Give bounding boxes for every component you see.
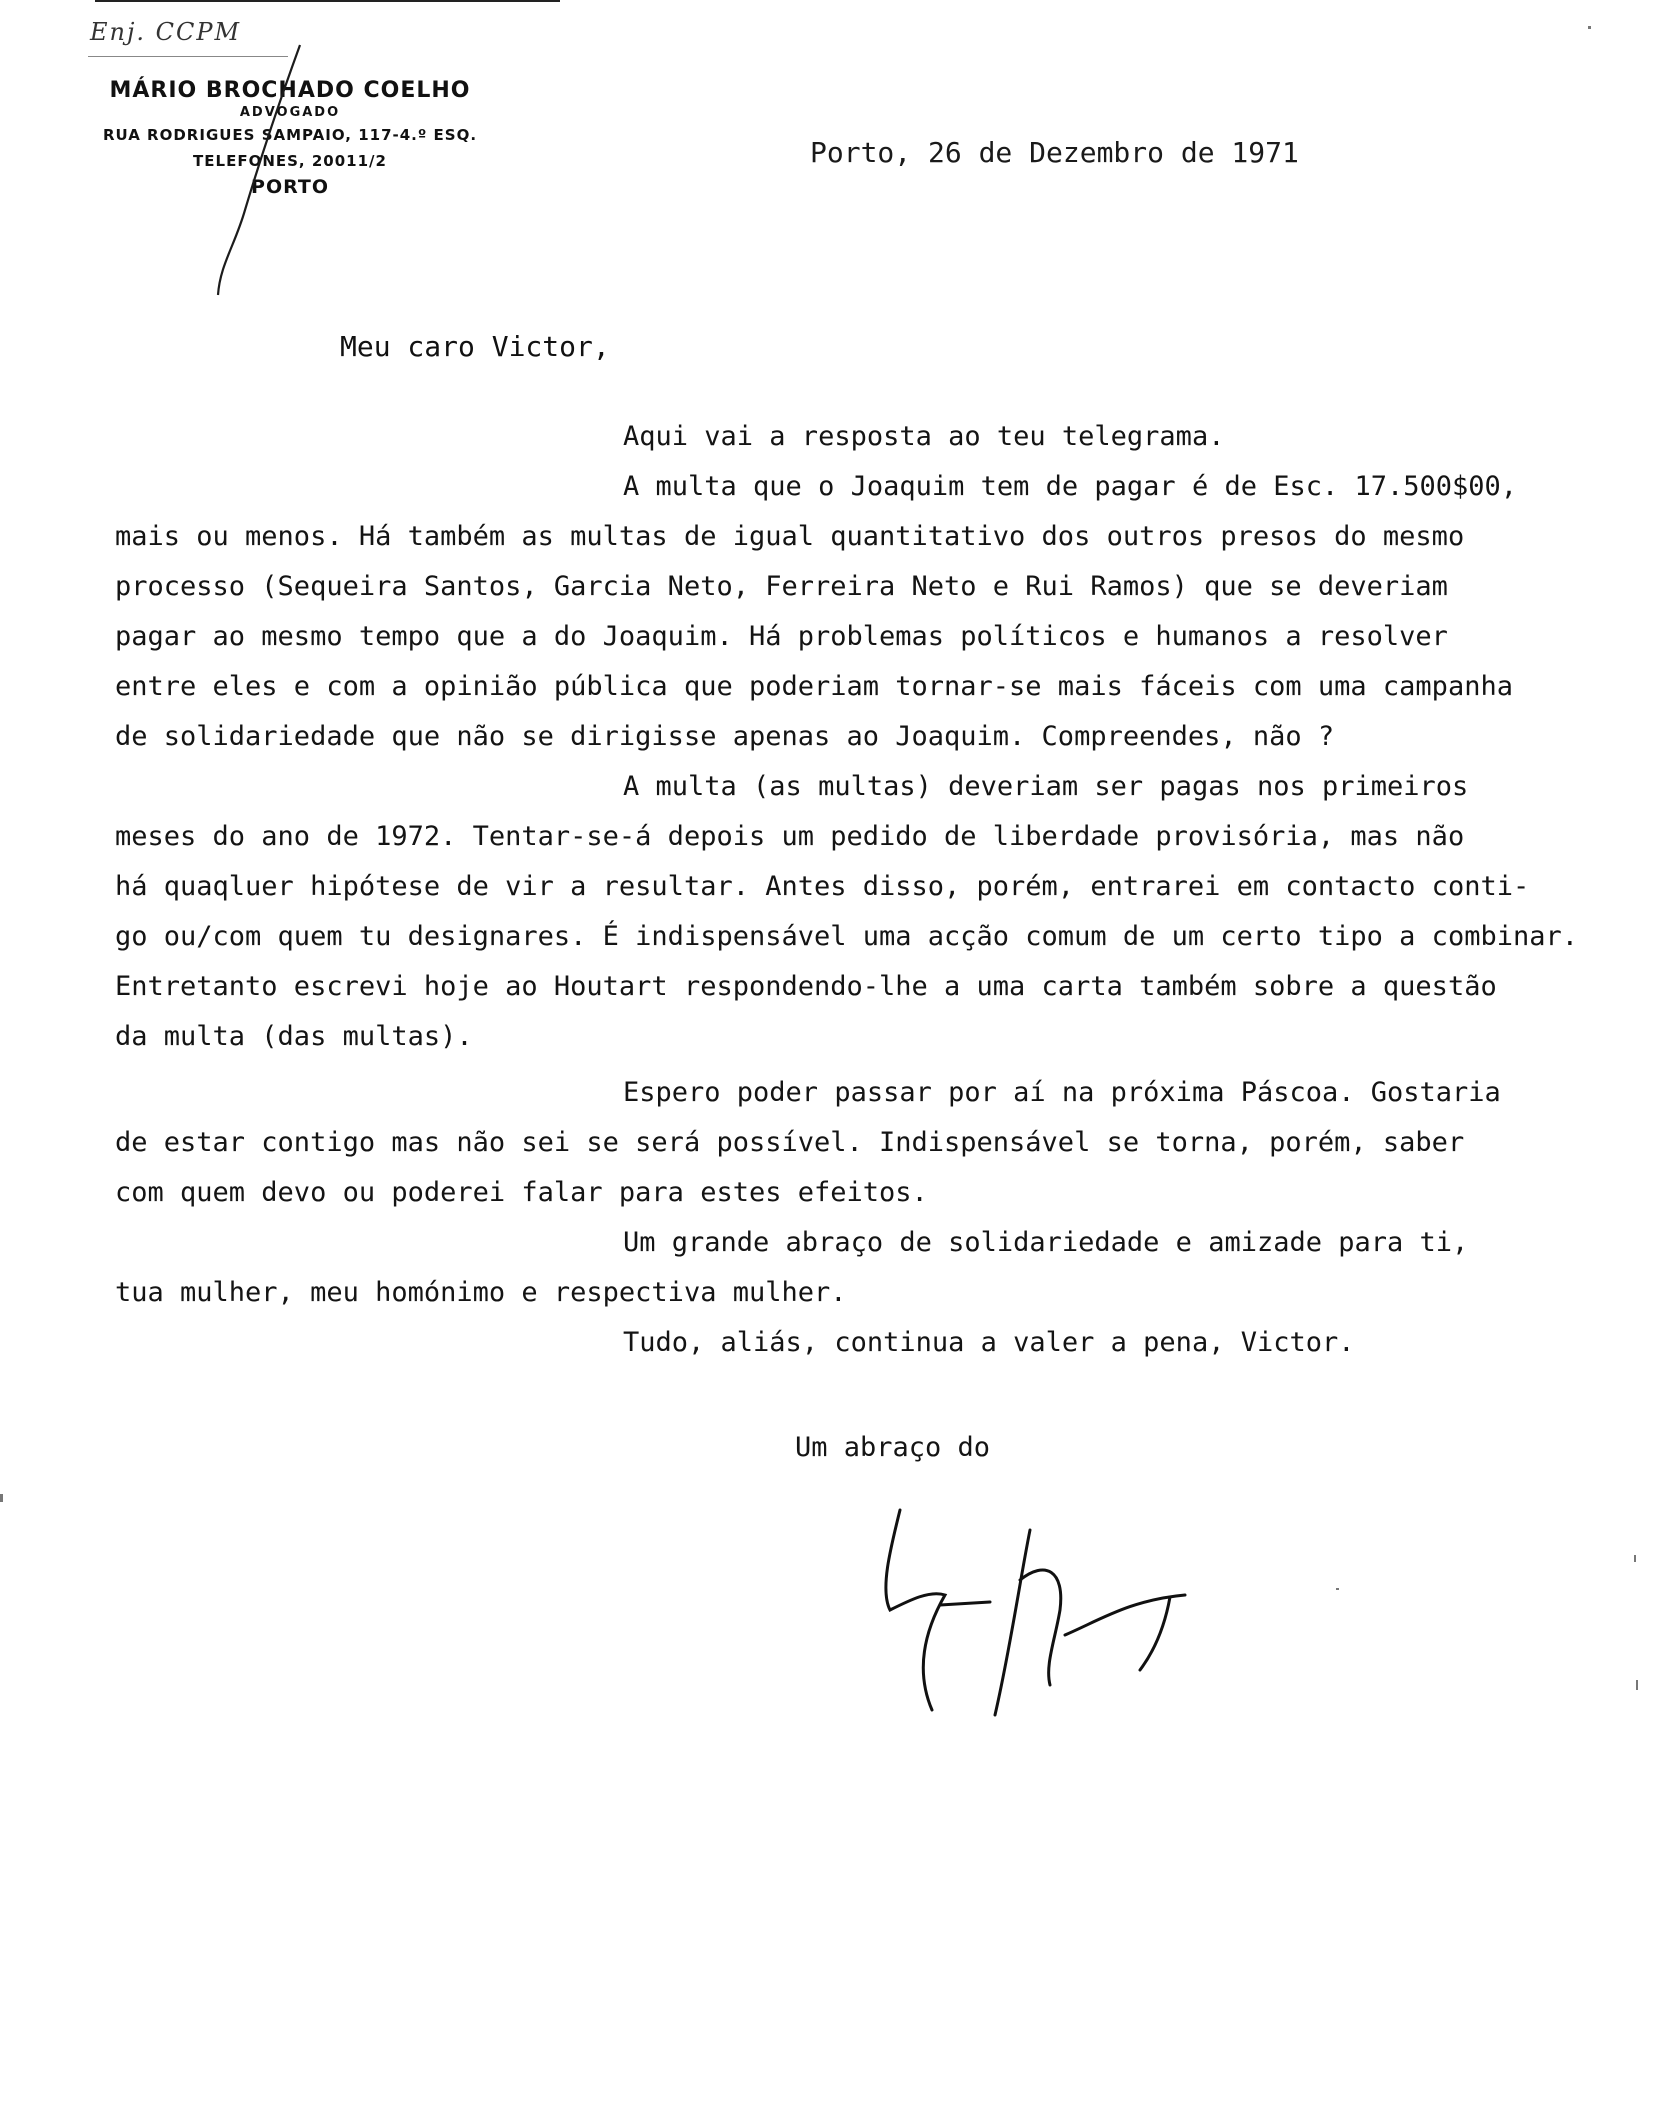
scan-speck <box>1336 1588 1339 1590</box>
handwritten-signature <box>870 1500 1200 1720</box>
letter-date: Porto, 26 de Dezembro de 1971 <box>810 136 1299 169</box>
scan-speck <box>1634 1555 1636 1562</box>
body-line: entre eles e com a opinião pública que poderiam tornar-se mais fáceis com uma campanha <box>115 671 1513 702</box>
body-line: A multa (as multas) deveriam ser pagas nos primeiros <box>623 771 1469 802</box>
letterhead-city: PORTO <box>251 176 329 198</box>
body-line: há quaqluer hipótese de vir a resultar. Antes disso, porém, entrarei em contacto conti- <box>115 871 1530 902</box>
body-line: processo (Sequeira Santos, Garcia Neto, Ferreira Neto e Rui Ramos) que se deveriam <box>115 571 1448 602</box>
closing-line: Um abraço do <box>795 1432 991 1463</box>
pen-stroke-mark <box>200 40 320 300</box>
body-line: pagar ao mesmo tempo que a do Joaquim. Há problemas políticos e humanos a resolver <box>115 621 1448 652</box>
letterhead-role: ADVOGADO <box>239 105 341 120</box>
body-line: de solidariedade que não se dirigisse apenas ao Joaquim. Compreendes, não ? <box>115 721 1335 752</box>
body-line: meses do ano de 1972. Tentar-se-á depois um pedido de liberdade provisória, mas não <box>115 821 1465 852</box>
body-line: da multa (das multas). <box>115 1021 473 1052</box>
body-line: mais ou menos. Há também as multas de igual quantitativo dos outros presos do mesmo <box>115 521 1465 552</box>
scan-speck <box>0 1494 3 1502</box>
scan-speck <box>1588 26 1591 29</box>
letterhead-phone: TELEFONES, 20011/2 <box>193 152 387 170</box>
top-edge-rule <box>95 0 560 2</box>
body-line: tua mulher, meu homónimo e respectiva mulher. <box>115 1277 847 1308</box>
handwritten-annotation: Enj. CCPM <box>90 18 242 46</box>
body-line: go ou/com quem tu designares. É indispensável uma acção comum de um certo tipo a combinar. <box>115 921 1578 952</box>
body-line: Aqui vai a resposta ao teu telegrama. <box>623 421 1225 452</box>
body-line: Entretanto escrevi hoje ao Houtart respondendo-lhe a uma carta também sobre a questão <box>115 971 1497 1002</box>
body-line: com quem devo ou poderei falar para estes efeitos. <box>115 1177 928 1208</box>
letterhead-address: RUA RODRIGUES SAMPAIO, 117-4.º ESQ. <box>102 126 478 144</box>
salutation: Meu caro Victor, <box>340 330 610 363</box>
body-line: Tudo, aliás, continua a valer a pena, Victor. <box>623 1327 1355 1358</box>
letterhead-name: MÁRIO BROCHADO COELHO <box>109 78 471 103</box>
body-line: Espero poder passar por aí na próxima Páscoa. Gostaria <box>623 1077 1501 1108</box>
letter-body <box>115 412 1615 1368</box>
body-line: A multa que o Joaquim tem de pagar é de Esc. 17.500$00, <box>623 471 1518 502</box>
body-line: de estar contigo mas não sei se será possível. Indispensável se torna, porém, saber <box>115 1127 1465 1158</box>
body-line: Um grande abraço de solidariedade e amizade para ti, <box>623 1227 1469 1258</box>
scan-speck <box>1636 1680 1638 1690</box>
